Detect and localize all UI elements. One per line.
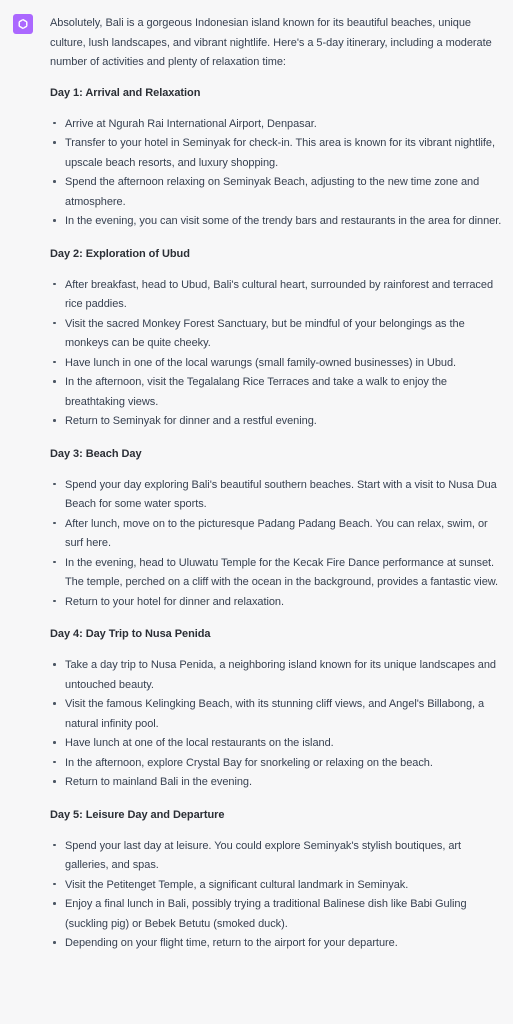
list-item: Spend the afternoon relaxing on Seminyak Beach, adjusting to the new time zone and atmosphere.	[50, 173, 505, 212]
day-activity-list	[50, 476, 505, 613]
day-activity-list	[50, 276, 505, 432]
list-item: After lunch, move on to the picturesque Padang Padang Beach. You can relax, swim, or surf here.	[50, 515, 505, 554]
list-item: Take a day trip to Nusa Penida, a neighboring island known for its unique landscapes and untouched beauty.	[50, 656, 505, 695]
list-item: Arrive at Ngurah Rai International Airport, Denpasar.	[50, 115, 505, 135]
list-item: Visit the famous Kelingking Beach, with its stunning cliff views, and Angel's Billabong, a natural infinity pool.	[50, 695, 505, 734]
itinerary	[50, 85, 505, 954]
openai-logo-icon	[16, 17, 30, 31]
list-item: Return to mainland Bali in the evening.	[50, 773, 505, 793]
day-heading: Day 1: Arrival and Relaxation	[50, 86, 201, 99]
list-item: Enjoy a final lunch in Bali, possibly trying a traditional Balinese dish like Babi Guling (suckling pig) or Bebek Betutu (smoked duck).	[50, 895, 505, 934]
assistant-avatar	[13, 14, 33, 34]
list-item: Have lunch in one of the local warungs (small family-owned businesses) in Ubud.	[50, 354, 505, 374]
day-heading: Day 2: Exploration of Ubud	[50, 247, 190, 260]
list-item: After breakfast, head to Ubud, Bali's cultural heart, surrounded by rainforest and terraced rice paddies.	[50, 276, 505, 315]
day-activity-list	[50, 115, 505, 232]
message-content	[50, 14, 505, 968]
day-activity-list	[50, 656, 505, 793]
list-item: In the afternoon, explore Crystal Bay for snorkeling or relaxing on the beach.	[50, 754, 505, 774]
list-item: Visit the Petitenget Temple, a significant cultural landmark in Seminyak.	[50, 876, 505, 896]
intro-paragraph: Absolutely, Bali is a gorgeous Indonesian island known for its beautiful beaches, unique culture, lush landscapes, and vibrant nightlife. Here's a 5-day itinerary, including a moderate number of activities and plenty of relaxation time:	[50, 17, 492, 68]
list-item: In the afternoon, visit the Tegalalang Rice Terraces and take a walk to enjoy the breathtaking views.	[50, 373, 505, 412]
list-item: In the evening, head to Uluwatu Temple for the Kecak Fire Dance performance at sunset. The temple, perched on a cliff with the ocean in the background, provides a fantastic view.	[50, 554, 505, 593]
list-item: Return to your hotel for dinner and relaxation.	[50, 593, 505, 613]
list-item: Depending on your flight time, return to the airport for your departure.	[50, 934, 505, 954]
list-item: Spend your day exploring Bali's beautiful southern beaches. Start with a visit to Nusa Dua Beach for some water sports.	[50, 476, 505, 515]
list-item: Have lunch at one of the local restaurants on the island.	[50, 734, 505, 754]
day-heading: Day 3: Beach Day	[50, 447, 142, 460]
day-heading: Day 4: Day Trip to Nusa Penida	[50, 628, 211, 640]
list-item: Transfer to your hotel in Seminyak for check-in. This area is known for its vibrant nightlife, upscale beach resorts, and luxury shopping.	[50, 134, 505, 173]
day-activity-list	[50, 837, 505, 954]
list-item: Visit the sacred Monkey Forest Sanctuary, but be mindful of your belongings as the monkeys can be quite cheeky.	[50, 315, 505, 354]
day-heading: Day 5: Leisure Day and Departure	[50, 808, 225, 821]
list-item: In the evening, you can visit some of the trendy bars and restaurants in the area for dinner.	[50, 212, 505, 232]
list-item: Return to Seminyak for dinner and a restful evening.	[50, 412, 505, 432]
list-item: Spend your last day at leisure. You could explore Seminyak's stylish boutiques, art galleries, and spas.	[50, 837, 505, 876]
